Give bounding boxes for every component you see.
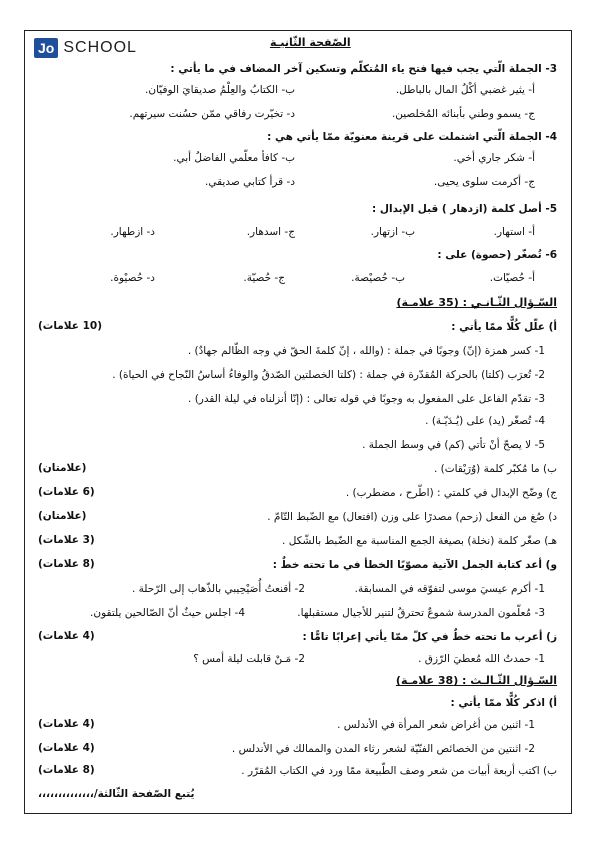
q3-stem: 3- الجملة الّتي يجب فيها فتح ياء المُتكلّم وتسكين آخر المضاف في ما يأتي : [170, 63, 557, 75]
page-footer: يُتبع الصّفحة الثّالثة/،،،،،،،،،،،،،، [38, 788, 195, 800]
s2-f1: 1- أكرم عيسيَ موسى لتفوّقه في المسابقة. [354, 583, 545, 595]
q5-option-b: ب- ازتهار. [370, 226, 415, 238]
s2-g-marks: (4 علامات) [38, 630, 95, 642]
s3-b-marks: (8 علامات) [38, 764, 95, 776]
s2-a2: 2- تُعرَب (كلتا) بالحركة المُقدّرة في جملة : (كلتا الخصلتين الصّدقُ والوفاءُ أساسُ النّجاح في الحياة) . [112, 369, 545, 381]
page-title: الصّفحة الثّانيـة [270, 36, 351, 49]
s2-d: د) صُغ من الفعل (زحم) مصدرًا على وزن (افتعال) مع الضّبط التّامّ . [267, 511, 557, 523]
q4-option-a: أ- شكر جاري أخي. [453, 152, 535, 164]
q6-option-c: ج- حُصيّة. [243, 272, 285, 284]
section-3-title: السّـؤال الثّـالـث : (38 علامـة) [395, 674, 557, 687]
q6-stem: 6- تُصغّر (حصوة) على : [437, 249, 557, 261]
q5-option-d: د- ازطهار. [110, 226, 155, 238]
s2-d-marks: (علامتان) [38, 510, 87, 522]
s2-f4: 4- اجلس حيثٌ أنّ الصّالحين يلتقون. [90, 607, 245, 619]
q6-option-a: أ- حُصيّات. [489, 272, 535, 284]
logo-text: SCHOOL [63, 39, 137, 56]
s2-a4: 4- تُصغّر (يد) على (يُـدَيّـة) . [425, 415, 545, 427]
q6-option-b: ب- حُصيْصة. [351, 272, 405, 284]
s2-c: ج) وضّح الإبدال في كلمتي : (اطّرح ، مضطرب) . [345, 487, 557, 499]
s2-c-marks: (6 علامات) [38, 486, 95, 498]
s2-e-marks: (3 علامات) [38, 534, 95, 546]
q5-stem: 5- أصل كلمة (ازدهار ) قبل الإبدال : [372, 203, 557, 215]
s2-g1: 1- حمدتُ الله مُعطيَ الرّزق . [418, 653, 545, 665]
s2-a-stem: أ) علّل كُلًّا ممّا يأتي : [451, 321, 557, 333]
q4-option-b: ب- كافأ معلّمي الفاضلُ أبي. [173, 152, 295, 164]
s2-f2: 2- أقنعتُ أُصَيْحِيبي بالذّهاب إلى الرّحلة . [131, 583, 305, 595]
q6-option-d: د- حُصيْوة. [110, 272, 155, 284]
s2-b-marks: (علامتان) [38, 462, 87, 474]
s2-f3: 3- مُعلّمون المدرسة شموعٌ تحترقُ لتنير للأجيال مستقبلها. [297, 607, 545, 619]
q4-option-c: ج- أكرمت سلوى يحيى. [433, 176, 535, 188]
q3-option-a: أ- يثير غضبي أكْلُ المال بالباطل. [395, 84, 535, 96]
s3-a-stem: أ) اذكر كُلًّا ممّا يأتي : [450, 697, 557, 709]
s2-g-stem: ز) أعرب ما تحته خطٌ في كلّ ممّا يأتي إعرابًا تامًّا : [302, 631, 557, 643]
s2-a5: 5- لا يصحّ أنْ تأتي (كم) في وسط الجملة . [362, 439, 545, 451]
s3-a2: 2- اثنتين من الخصائص الفنّيّة لشعر رثاء المدن والممالك في الأندلس . [231, 743, 535, 755]
s2-a1: 1- كسر همزة (إنّ) وجوبًا في جملة : (والله ، إنّ كلمةَ الحقّ في وجه الظّالم جهادٌ) . [187, 345, 545, 357]
q3-option-d: د- تخيّرت رفاقي ممّن حسُنت سيرتهم. [129, 108, 295, 120]
s3-a2-marks: (4 علامات) [38, 742, 95, 754]
q5-option-c: ج- اسدهار. [246, 226, 295, 238]
s2-f-marks: (8 علامات) [38, 558, 95, 570]
q3-option-b: ب- الكتابُ والعِلْمُ صديقايَ الوفيّان. [145, 84, 295, 96]
section-2-title: السّـؤال الثّـانـي : (35 علامـة) [396, 296, 557, 309]
q4-stem: 4- الجملة الّتي اشتملت على قرينة معنويّة ممّا يأتي هي : [267, 131, 557, 143]
q3-option-c: ج- يسمو وطني بأبنائه المُخلصين. [391, 108, 535, 120]
q4-option-d: د- قرأ كتابي صديقي. [205, 176, 295, 188]
s2-f-stem: و) أعد كتابة الجمل الآتية مصوّبًا الخطأ في ما تحته خطٌ : [272, 559, 557, 571]
s3-a1-marks: (4 علامات) [38, 718, 95, 730]
s3-a1: 1- اثنين من أغراض شعر المرأة في الأندلس . [337, 719, 535, 731]
logo [34, 38, 137, 58]
s2-e: هـ) صغّر كلمة (نخلة) بصيغة الجمع المناسبة مع الضّبط بالشّكل . [282, 535, 557, 547]
logo-badge: Jo [34, 38, 58, 58]
q5-option-a: أ- استهار. [493, 226, 535, 238]
s2-a-marks: (10 علامات) [38, 320, 103, 332]
s2-g2: 2- مَـنْ قابلت ليلة أمس ؟ [193, 653, 305, 665]
s2-a3: 3- تقدّم الفاعل على المفعول به وجوبًا في قوله تعالى : (إنّا أنزلناه في ليلة القدر) . [188, 393, 545, 405]
s2-b: ب) ما مُكبّر كلمة (وُرَيْقات) . [433, 463, 557, 475]
s3-b: ب) اكتب أربعة أبيات من شعر وصف الطّبيعة ممّا ورد في الكتاب المُقرّر . [241, 765, 557, 777]
